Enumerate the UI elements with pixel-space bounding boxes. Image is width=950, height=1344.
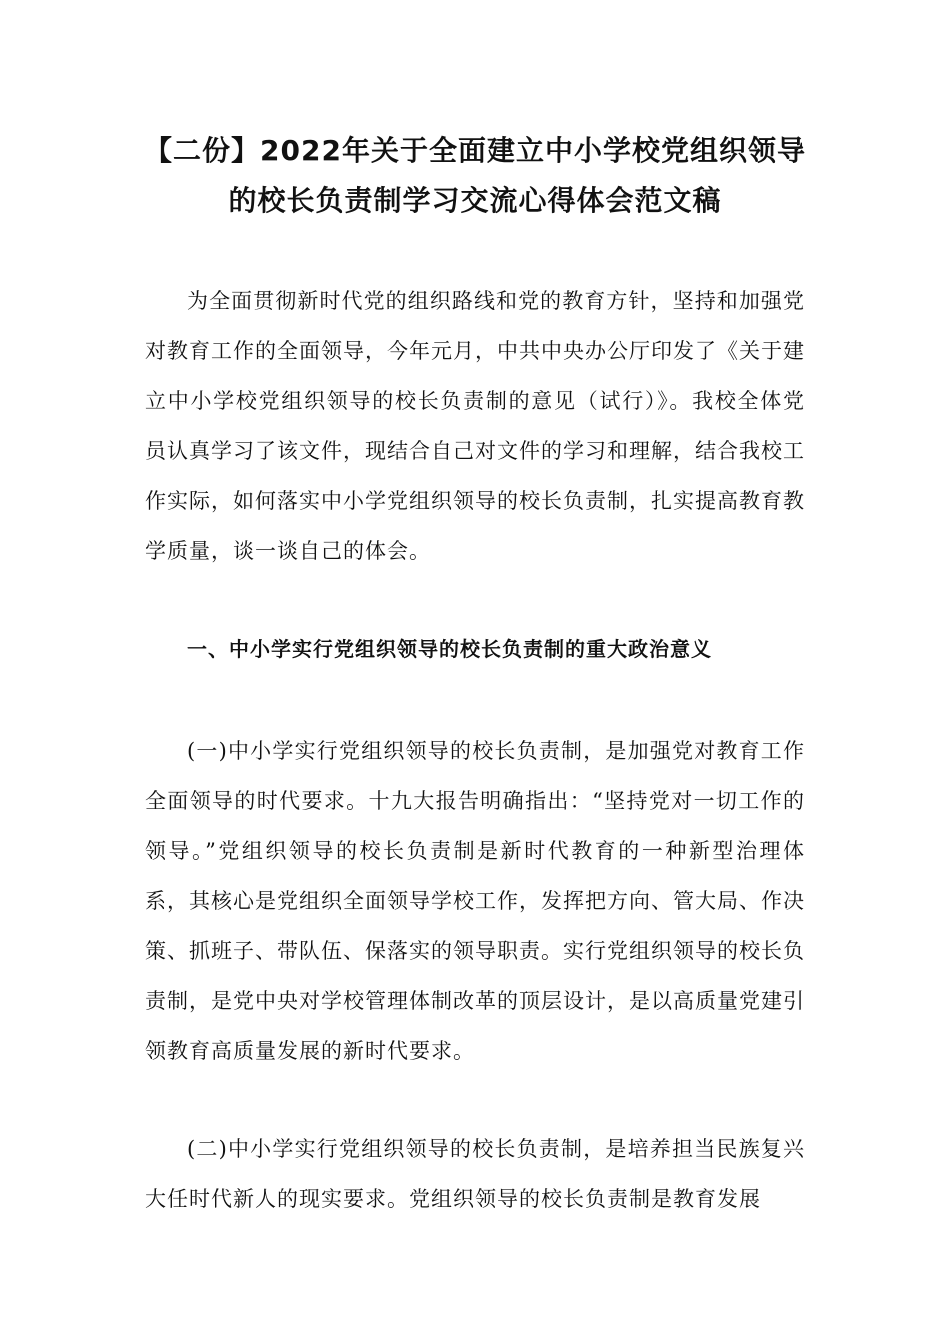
section-1-paragraph-2: (二)中小学实行党组织领导的校长负责制，是培养担当民族复兴大任时代新人的现实要求。党组织领导的校长负责制是教育发展: [145, 1137, 805, 1211]
section-1-heading: 一、中小学实行党组织领导的校长负责制的重大政治意义: [187, 637, 712, 661]
section-1-paragraph-1: (一)中小学实行党组织领导的校长负责制，是加强党对教育工作全面领导的时代要求。十九大报告明确指出：“坚持党对一切工作的领导。”党组织领导的校长负责制是新时代教育的一种新型治理体系，其核心是党组织全面领导学校工作，发挥把方向、管大局、作决策、抓班子、带队伍、保落实的领导职责。实行党组织领导的校长负责制，是党中央对学校管理体制改革的顶层设计，是以高质量党建引领教育高质量发展的新时代要求。: [145, 739, 805, 1063]
intro-paragraph: 为全面贯彻新时代党的组织路线和党的教育方针，坚持和加强党对教育工作的全面领导，今年元月，中共中央办公厅印发了《关于建立中小学校党组织领导的校长负责制的意见（试行）》。我校全体党员认真学习了该文件，现结合自己对文件的学习和理解，结合我校工作实际，如何落实中小学党组织领导的校长负责制，扎实提高教育教学质量，谈一谈自己的体会。: [145, 289, 805, 563]
document-title-line-2: 的校长负责制学习交流心得体会范文稿: [228, 184, 722, 217]
document-title-line-1: 【二份】2022年关于全面建立中小学校党组织领导: [144, 134, 806, 167]
